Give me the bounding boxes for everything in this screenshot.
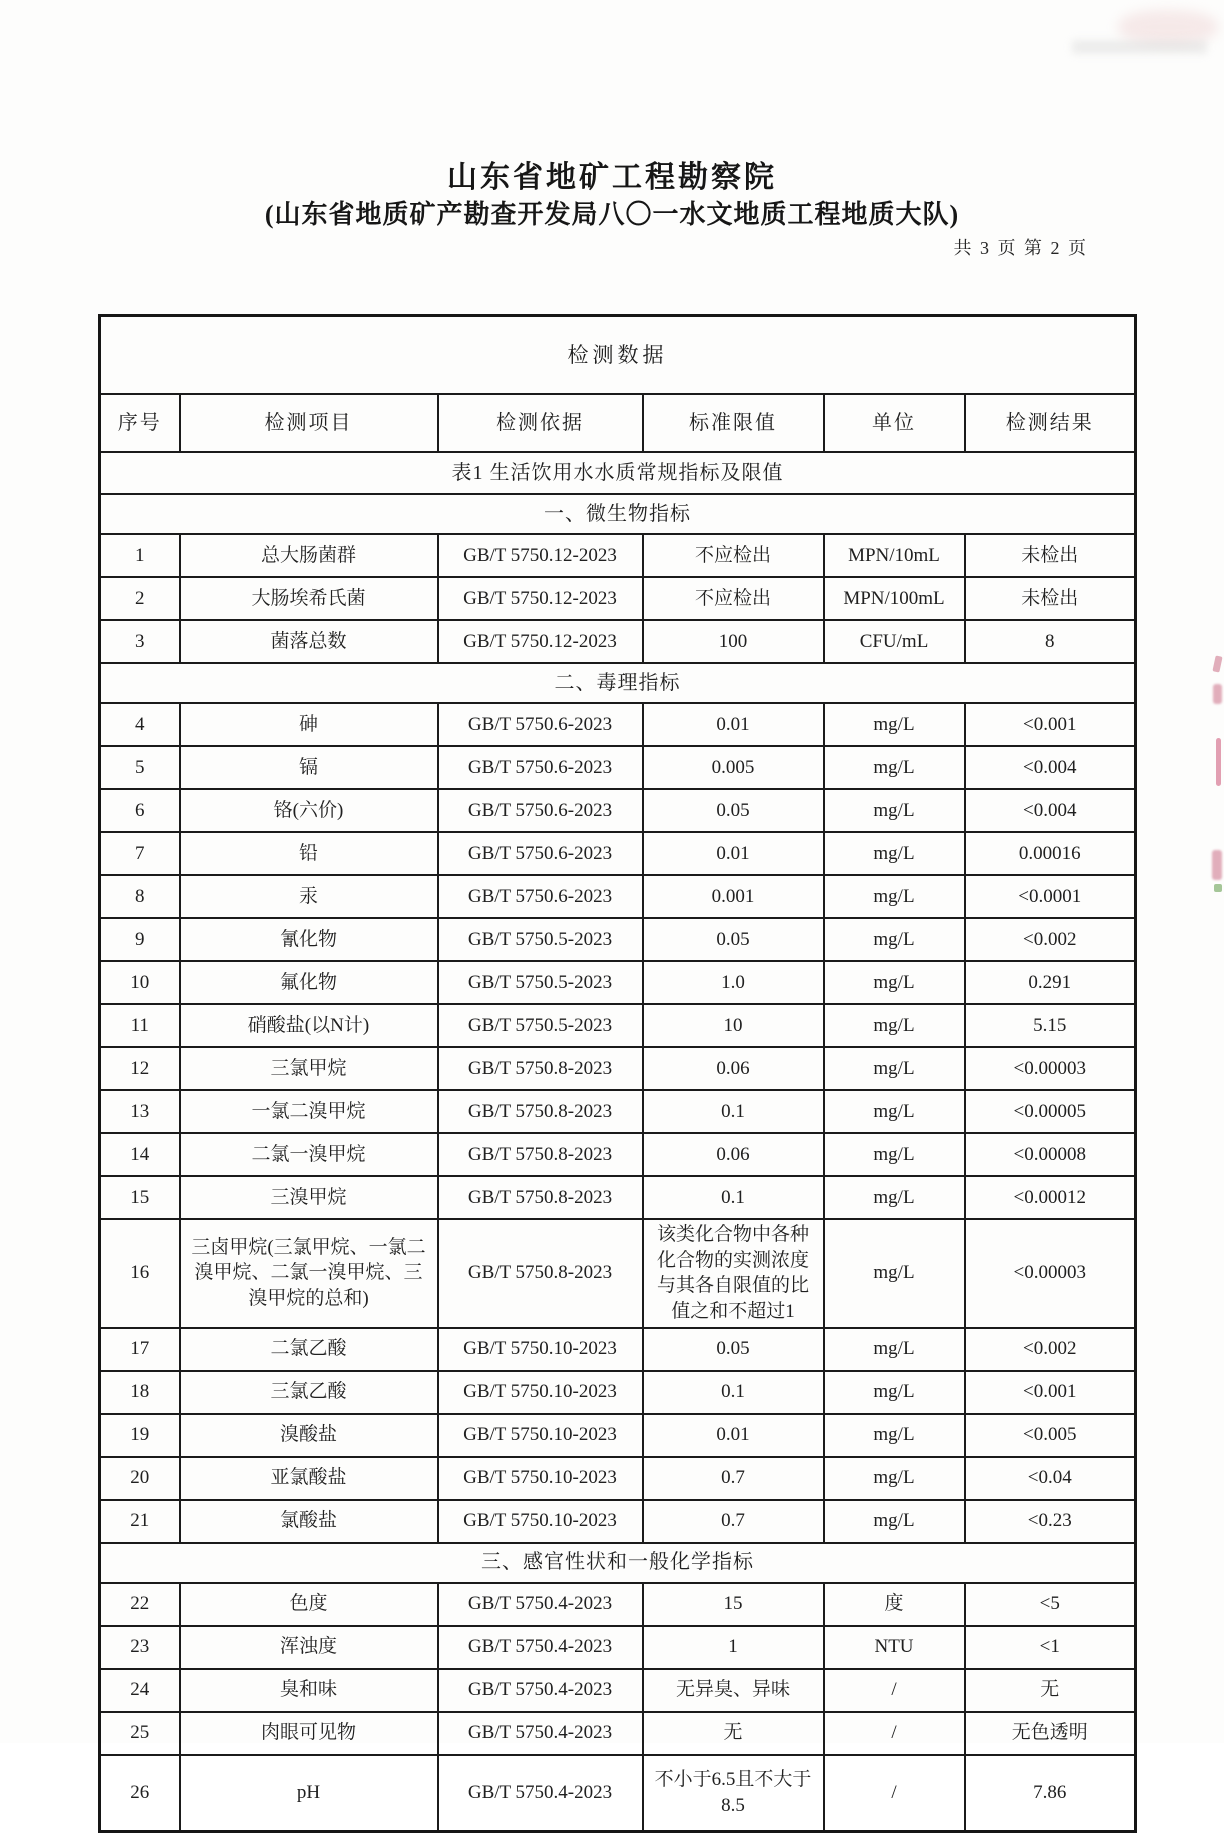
- cell-limit: 不应检出: [643, 577, 824, 620]
- cell-limit: 0.05: [643, 1328, 824, 1371]
- cell-item: 硝酸盐(以N计): [180, 1004, 438, 1047]
- cell-unit: mg/L: [824, 1500, 965, 1543]
- cell-no: 11: [100, 1004, 180, 1047]
- cell-unit: mg/L: [824, 1414, 965, 1457]
- cell-no: 13: [100, 1090, 180, 1133]
- table-row: [100, 1755, 1136, 1832]
- table-row: [100, 703, 1136, 746]
- cell-result: 0.291: [965, 961, 1136, 1004]
- section-title: 一、微生物指标: [100, 494, 1136, 534]
- table-row: [100, 1500, 1136, 1543]
- cell-unit: mg/L: [824, 1133, 965, 1176]
- cell-item: 菌落总数: [180, 620, 438, 663]
- cell-no: 16: [100, 1219, 180, 1328]
- cell-limit: 0.05: [643, 789, 824, 832]
- cell-no: 5: [100, 746, 180, 789]
- table-row: [100, 832, 1136, 875]
- col-header-limit: 标准限值: [643, 394, 824, 452]
- table-caption-row: [100, 452, 1136, 494]
- table1-caption: 表1 生活饮用水水质常规指标及限值: [100, 452, 1136, 494]
- cell-result: 无色透明: [965, 1712, 1136, 1755]
- pen-mark: [1213, 684, 1222, 704]
- cell-result: <1: [965, 1626, 1136, 1669]
- cell-no: 20: [100, 1457, 180, 1500]
- table-body: [100, 452, 1136, 1831]
- cell-limit: 10: [643, 1004, 824, 1047]
- table-row: [100, 1047, 1136, 1090]
- table-row: [100, 1133, 1136, 1176]
- cell-no: 15: [100, 1176, 180, 1219]
- cell-no: 25: [100, 1712, 180, 1755]
- table-row: [100, 961, 1136, 1004]
- cell-limit: 0.06: [643, 1047, 824, 1090]
- cell-unit: /: [824, 1712, 965, 1755]
- cell-limit: 15: [643, 1583, 824, 1626]
- cell-no: 21: [100, 1500, 180, 1543]
- cell-method: GB/T 5750.5-2023: [438, 961, 643, 1004]
- cell-unit: /: [824, 1669, 965, 1712]
- cell-no: 7: [100, 832, 180, 875]
- cell-no: 22: [100, 1583, 180, 1626]
- cell-limit: 0.1: [643, 1176, 824, 1219]
- table-row: [100, 1176, 1136, 1219]
- cell-limit: 0.005: [643, 746, 824, 789]
- cell-limit: 无: [643, 1712, 824, 1755]
- cell-no: 3: [100, 620, 180, 663]
- cell-result: <0.001: [965, 703, 1136, 746]
- cell-method: GB/T 5750.6-2023: [438, 746, 643, 789]
- cell-item: 三氯甲烷: [180, 1047, 438, 1090]
- cell-unit: mg/L: [824, 1090, 965, 1133]
- cell-result: 0.00016: [965, 832, 1136, 875]
- cell-item: 氟化物: [180, 961, 438, 1004]
- cell-unit: 度: [824, 1583, 965, 1626]
- table-row: [100, 1004, 1136, 1047]
- cell-item: 汞: [180, 875, 438, 918]
- cell-unit: mg/L: [824, 1371, 965, 1414]
- cell-no: 19: [100, 1414, 180, 1457]
- cell-result: <5: [965, 1583, 1136, 1626]
- cell-method: GB/T 5750.8-2023: [438, 1090, 643, 1133]
- cell-no: 10: [100, 961, 180, 1004]
- cell-unit: mg/L: [824, 918, 965, 961]
- cell-limit: 0.01: [643, 703, 824, 746]
- cell-result: <0.00012: [965, 1176, 1136, 1219]
- cell-result: 无: [965, 1669, 1136, 1712]
- cell-result: 未检出: [965, 577, 1136, 620]
- cell-item: 氰化物: [180, 918, 438, 961]
- cell-method: GB/T 5750.8-2023: [438, 1219, 643, 1328]
- section-header-row: [100, 494, 1136, 534]
- cell-result: <0.00008: [965, 1133, 1136, 1176]
- cell-limit: 1.0: [643, 961, 824, 1004]
- cell-limit: 0.1: [643, 1090, 824, 1133]
- section-header-row: [100, 1543, 1136, 1583]
- cell-item: 一氯二溴甲烷: [180, 1090, 438, 1133]
- table-row: [100, 534, 1136, 577]
- cell-limit: 100: [643, 620, 824, 663]
- cell-unit: CFU/mL: [824, 620, 965, 663]
- section-title: 三、感官性状和一般化学指标: [100, 1543, 1136, 1583]
- cell-limit: 0.1: [643, 1371, 824, 1414]
- cell-limit: 不小于6.5且不大于8.5: [643, 1755, 824, 1832]
- cell-item: 三卤甲烷(三氯甲烷、一氯二溴甲烷、二氯一溴甲烷、三溴甲烷的总和): [180, 1219, 438, 1328]
- cell-no: 4: [100, 703, 180, 746]
- cell-result: <0.04: [965, 1457, 1136, 1500]
- cell-limit: 0.7: [643, 1457, 824, 1500]
- cell-method: GB/T 5750.4-2023: [438, 1626, 643, 1669]
- table-row: [100, 1219, 1136, 1328]
- cell-result: <0.005: [965, 1414, 1136, 1457]
- pen-stroke-mark: [1216, 738, 1221, 786]
- table-row: [100, 1457, 1136, 1500]
- cell-limit: 0.7: [643, 1500, 824, 1543]
- cell-item: 溴酸盐: [180, 1414, 438, 1457]
- cell-unit: mg/L: [824, 703, 965, 746]
- cell-method: GB/T 5750.5-2023: [438, 1004, 643, 1047]
- cell-item: 色度: [180, 1583, 438, 1626]
- cell-item: 铅: [180, 832, 438, 875]
- cell-method: GB/T 5750.10-2023: [438, 1500, 643, 1543]
- cell-method: GB/T 5750.12-2023: [438, 577, 643, 620]
- cell-no: 1: [100, 534, 180, 577]
- cell-method: GB/T 5750.4-2023: [438, 1669, 643, 1712]
- cell-item: 铬(六价): [180, 789, 438, 832]
- cell-item: pH: [180, 1755, 438, 1832]
- cell-method: GB/T 5750.6-2023: [438, 832, 643, 875]
- cell-result: <0.23: [965, 1500, 1136, 1543]
- cell-item: 砷: [180, 703, 438, 746]
- cell-limit: 0.05: [643, 918, 824, 961]
- col-header-result: 检测结果: [965, 394, 1136, 452]
- scan-smudge: [1072, 40, 1207, 54]
- cell-method: GB/T 5750.12-2023: [438, 620, 643, 663]
- cell-result: <0.00005: [965, 1090, 1136, 1133]
- cell-unit: MPN/10mL: [824, 534, 965, 577]
- cell-item: 三溴甲烷: [180, 1176, 438, 1219]
- cell-result: 5.15: [965, 1004, 1136, 1047]
- table-row: [100, 1414, 1136, 1457]
- cell-item: 臭和味: [180, 1669, 438, 1712]
- table-row: [100, 1090, 1136, 1133]
- table-row: [100, 746, 1136, 789]
- table-row: [100, 620, 1136, 663]
- cell-method: GB/T 5750.4-2023: [438, 1755, 643, 1832]
- page-indicator: 共 3 页 第 2 页: [953, 238, 1088, 258]
- cell-method: GB/T 5750.8-2023: [438, 1047, 643, 1090]
- col-header-method: 检测依据: [438, 394, 643, 452]
- cell-no: 2: [100, 577, 180, 620]
- section-header-row: [100, 663, 1136, 703]
- cell-method: GB/T 5750.5-2023: [438, 918, 643, 961]
- cell-item: 浑浊度: [180, 1626, 438, 1669]
- cell-method: GB/T 5750.6-2023: [438, 703, 643, 746]
- pen-mark: [1212, 850, 1222, 880]
- cell-unit: /: [824, 1755, 965, 1832]
- cell-limit: 该类化合物中各种化合物的实测浓度与其各自限值的比值之和不超过1: [643, 1219, 824, 1328]
- cell-method: GB/T 5750.10-2023: [438, 1328, 643, 1371]
- organization-title: 山东省地矿工程勘察院: [447, 161, 777, 194]
- cell-unit: mg/L: [824, 832, 965, 875]
- table-row: [100, 1712, 1136, 1755]
- cell-item: 肉眼可见物: [180, 1712, 438, 1755]
- cell-method: GB/T 5750.6-2023: [438, 789, 643, 832]
- cell-result: <0.002: [965, 1328, 1136, 1371]
- cell-item: 亚氯酸盐: [180, 1457, 438, 1500]
- cell-method: GB/T 5750.8-2023: [438, 1176, 643, 1219]
- cell-result: <0.0001: [965, 875, 1136, 918]
- table-row: [100, 1626, 1136, 1669]
- cell-no: 17: [100, 1328, 180, 1371]
- pen-mark: [1212, 655, 1222, 672]
- table-title-row: [100, 316, 1136, 395]
- cell-result: <0.004: [965, 746, 1136, 789]
- cell-no: 18: [100, 1371, 180, 1414]
- cell-method: GB/T 5750.8-2023: [438, 1133, 643, 1176]
- cell-method: GB/T 5750.10-2023: [438, 1414, 643, 1457]
- table-header-row: [100, 394, 1136, 452]
- cell-result: 7.86: [965, 1755, 1136, 1832]
- table-row: [100, 577, 1136, 620]
- col-header-no: 序号: [100, 394, 180, 452]
- cell-unit: mg/L: [824, 875, 965, 918]
- cell-unit: mg/L: [824, 1219, 965, 1328]
- cell-unit: mg/L: [824, 1047, 965, 1090]
- test-data-table: [98, 314, 1137, 1833]
- cell-limit: 1: [643, 1626, 824, 1669]
- cell-no: 9: [100, 918, 180, 961]
- cell-method: GB/T 5750.12-2023: [438, 534, 643, 577]
- cell-method: GB/T 5750.10-2023: [438, 1371, 643, 1414]
- cell-result: 8: [965, 620, 1136, 663]
- cell-result: <0.00003: [965, 1219, 1136, 1328]
- cell-unit: mg/L: [824, 1004, 965, 1047]
- cell-limit: 0.01: [643, 1414, 824, 1457]
- cell-no: 23: [100, 1626, 180, 1669]
- cell-item: 氯酸盐: [180, 1500, 438, 1543]
- cell-result: 未检出: [965, 534, 1136, 577]
- section-title: 二、毒理指标: [100, 663, 1136, 703]
- cell-method: GB/T 5750.6-2023: [438, 875, 643, 918]
- cell-no: 26: [100, 1755, 180, 1832]
- cell-result: <0.001: [965, 1371, 1136, 1414]
- cell-item: 总大肠菌群: [180, 534, 438, 577]
- cell-no: 8: [100, 875, 180, 918]
- table-row: [100, 918, 1136, 961]
- cell-item: 二氯乙酸: [180, 1328, 438, 1371]
- cell-limit: 无异臭、异味: [643, 1669, 824, 1712]
- cell-limit: 不应检出: [643, 534, 824, 577]
- cell-limit: 0.06: [643, 1133, 824, 1176]
- cell-method: GB/T 5750.10-2023: [438, 1457, 643, 1500]
- cell-no: 24: [100, 1669, 180, 1712]
- table-row: [100, 1669, 1136, 1712]
- table-title: 检测数据: [100, 316, 1136, 395]
- cell-unit: mg/L: [824, 1176, 965, 1219]
- cell-unit: mg/L: [824, 1457, 965, 1500]
- table-row: [100, 1328, 1136, 1371]
- cell-unit: mg/L: [824, 961, 965, 1004]
- table-row: [100, 875, 1136, 918]
- cell-method: GB/T 5750.4-2023: [438, 1712, 643, 1755]
- table-row: [100, 1371, 1136, 1414]
- cell-limit: 0.001: [643, 875, 824, 918]
- cell-unit: MPN/100mL: [824, 577, 965, 620]
- green-ink-dot: [1214, 884, 1222, 892]
- cell-item: 大肠埃希氏菌: [180, 577, 438, 620]
- cell-no: 14: [100, 1133, 180, 1176]
- cell-result: <0.00003: [965, 1047, 1136, 1090]
- cell-item: 二氯一溴甲烷: [180, 1133, 438, 1176]
- cell-unit: mg/L: [824, 1328, 965, 1371]
- stamp-bleed-mark: [1118, 10, 1218, 44]
- cell-no: 6: [100, 789, 180, 832]
- cell-unit: mg/L: [824, 746, 965, 789]
- table-row: [100, 1583, 1136, 1626]
- cell-result: <0.004: [965, 789, 1136, 832]
- organization-subtitle: (山东省地质矿产勘查开发局八〇一水文地质工程地质大队): [264, 200, 960, 229]
- cell-item: 三氯乙酸: [180, 1371, 438, 1414]
- col-header-item: 检测项目: [180, 394, 438, 452]
- table-row: [100, 789, 1136, 832]
- cell-unit: mg/L: [824, 789, 965, 832]
- cell-result: <0.002: [965, 918, 1136, 961]
- cell-limit: 0.01: [643, 832, 824, 875]
- cell-item: 镉: [180, 746, 438, 789]
- cell-no: 12: [100, 1047, 180, 1090]
- cell-method: GB/T 5750.4-2023: [438, 1583, 643, 1626]
- cell-unit: NTU: [824, 1626, 965, 1669]
- col-header-unit: 单位: [824, 394, 965, 452]
